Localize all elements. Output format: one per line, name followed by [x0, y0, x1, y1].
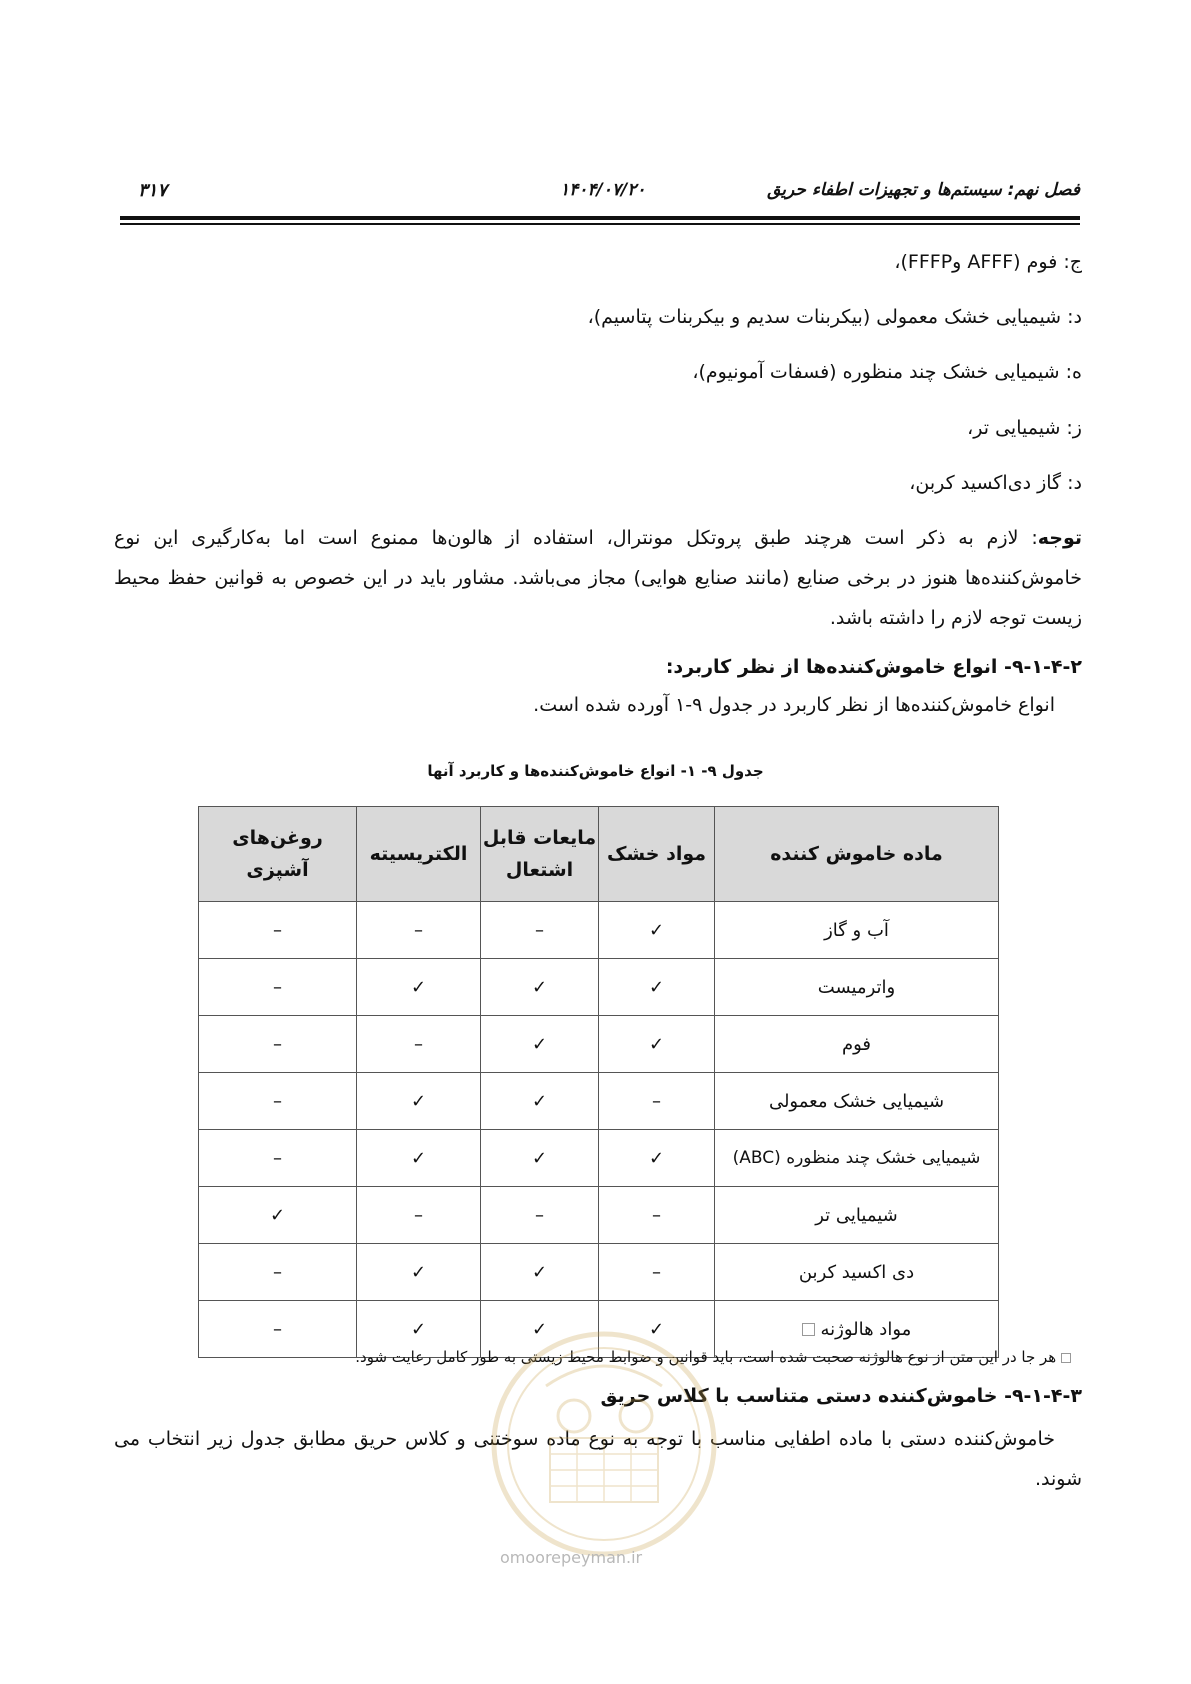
table-cell: –: [199, 902, 357, 959]
table-cell: –: [599, 1244, 715, 1301]
footnote-marker-icon: [802, 1323, 815, 1336]
table-cell: ✓: [599, 1301, 715, 1358]
table-row: [199, 1244, 999, 1301]
table-cell: –: [199, 1244, 357, 1301]
table-cell: آب و گاز: [715, 902, 999, 959]
page-header: [120, 180, 1080, 210]
table-cell: –: [199, 1301, 357, 1358]
table-caption: جدول ۹- ۱- انواع خاموش‌کننده‌ها و کاربرد آنها: [427, 762, 764, 780]
list-item: ج: فوم (AFFF وFFFP)،: [894, 251, 1082, 273]
table-cell: دی اکسید کربن: [715, 1244, 999, 1301]
watermark-seal-icon: [486, 1326, 722, 1562]
table-row: [199, 1187, 999, 1244]
list-item: ز: شیمیایی تر،: [967, 417, 1082, 439]
header-date: ۱۴۰۴/۰۷/۲۰: [560, 180, 646, 200]
footnote-text: هر جا در این متن از نوع هالوژنه صحبت شده است، باید قوانین و ضوابط محیط زیستی به طور کامل رعایت شود.: [355, 1348, 1057, 1366]
table-cell: –: [199, 959, 357, 1016]
table-cell: ✓: [357, 1130, 481, 1187]
header-cell: مایعات قابل اشتعال: [481, 807, 599, 902]
table-cell: –: [357, 902, 481, 959]
table-row: [199, 1130, 999, 1187]
note-paragraph: [114, 518, 1082, 638]
table-cell: شیمیایی تر: [715, 1187, 999, 1244]
watermark-url: omoorepeyman.ir: [500, 1548, 643, 1567]
table-cell: ✓: [357, 1073, 481, 1130]
table-cell: ✓: [481, 1130, 599, 1187]
table-cell: ✓: [599, 959, 715, 1016]
table-cell: –: [481, 1187, 599, 1244]
table-cell: ✓: [199, 1187, 357, 1244]
table-cell: ✓: [599, 902, 715, 959]
table-cell: –: [199, 1016, 357, 1073]
list-item: د: شیمیایی خشک معمولی (بیکربنات سدیم و بیکربنات پتاسیم)،: [587, 306, 1082, 328]
table-cell: –: [481, 902, 599, 959]
page-number: ۳۱۷: [138, 180, 168, 201]
header-cell: الکتریسیته: [357, 807, 481, 902]
table-cell: شیمیایی خشک معمولی: [715, 1073, 999, 1130]
table-cell: –: [599, 1073, 715, 1130]
table-cell: ✓: [599, 1130, 715, 1187]
note-text: : لازم به ذکر است هرچند طبق پروتکل مونترال، استفاده از هالون‌ها ممنوع است اما به‌کارگیری این نوع خاموش‌کننده‌ها هنوز در برخی صنایع (مانند صنایع هوایی) مجاز می‌باشد. مشاور باید در این خصوص به قوانین حفظ محیط زیست توجه لازم را داشته باشد.: [114, 527, 1082, 629]
table-cell: –: [199, 1130, 357, 1187]
table-cell-text: مواد هالوژنه: [820, 1318, 912, 1340]
table-cell: ✓: [357, 959, 481, 1016]
table-cell: –: [357, 1187, 481, 1244]
table-cell: –: [599, 1187, 715, 1244]
section-heading: ۹-۱-۴-۲- انواع خاموش‌کننده‌ها از نظر کاربرد:: [665, 656, 1082, 678]
table-cell: شیمیایی خشک چند منظوره (ABC): [715, 1130, 999, 1187]
table-cell: –: [199, 1073, 357, 1130]
list-item: ه: شیمیایی خشک چند منظوره (فسفات آمونیوم)،: [692, 361, 1082, 383]
table-cell: ✓: [357, 1301, 481, 1358]
table-cell: ✓: [357, 1244, 481, 1301]
extinguisher-table: [198, 806, 999, 1358]
header-rule-thin: [120, 223, 1080, 225]
header-cell: روغن‌های آشپزی: [199, 807, 357, 902]
table-row: [199, 902, 999, 959]
header-cell: مواد خشک: [599, 807, 715, 902]
table-row: [199, 1016, 999, 1073]
table-cell: فوم: [715, 1016, 999, 1073]
table-cell: ✓: [481, 959, 599, 1016]
chapter-title: فصل نهم: سیستم‌ها و تجهیزات اطفاء حریق: [767, 180, 1080, 200]
table-header-row: [199, 807, 999, 902]
note-label: توجه: [1037, 527, 1082, 549]
table-cell: واترمیست: [715, 959, 999, 1016]
header-cell: ماده خاموش کننده: [715, 807, 999, 902]
header-rule-thick: [120, 216, 1080, 220]
list-item: د: گاز دی‌اکسید کربن،: [909, 472, 1082, 494]
section-heading: ۹-۱-۴-۳- خاموش‌کننده دستی متناسب با کلاس حریق: [600, 1385, 1082, 1407]
footnote-marker-icon: [1061, 1353, 1071, 1363]
table-cell: ✓: [481, 1016, 599, 1073]
table-cell: ✓: [481, 1073, 599, 1130]
table-row: [199, 1073, 999, 1130]
section-text: انواع خاموش‌کننده‌ها از نظر کاربرد در جدول ۹-۱ آورده شده است.: [533, 694, 1055, 716]
section-text: خاموش‌کننده دستی با ماده اطفایی مناسب با توجه به نوع ماده سوختنی و کلاس حریق مطابق جدول زیر انتخاب می شوند.: [114, 1428, 1082, 1490]
table-row: [199, 959, 999, 1016]
table-cell: ✓: [481, 1301, 599, 1358]
table-cell: ✓: [599, 1016, 715, 1073]
table-cell: ✓: [481, 1244, 599, 1301]
table-cell: –: [357, 1016, 481, 1073]
